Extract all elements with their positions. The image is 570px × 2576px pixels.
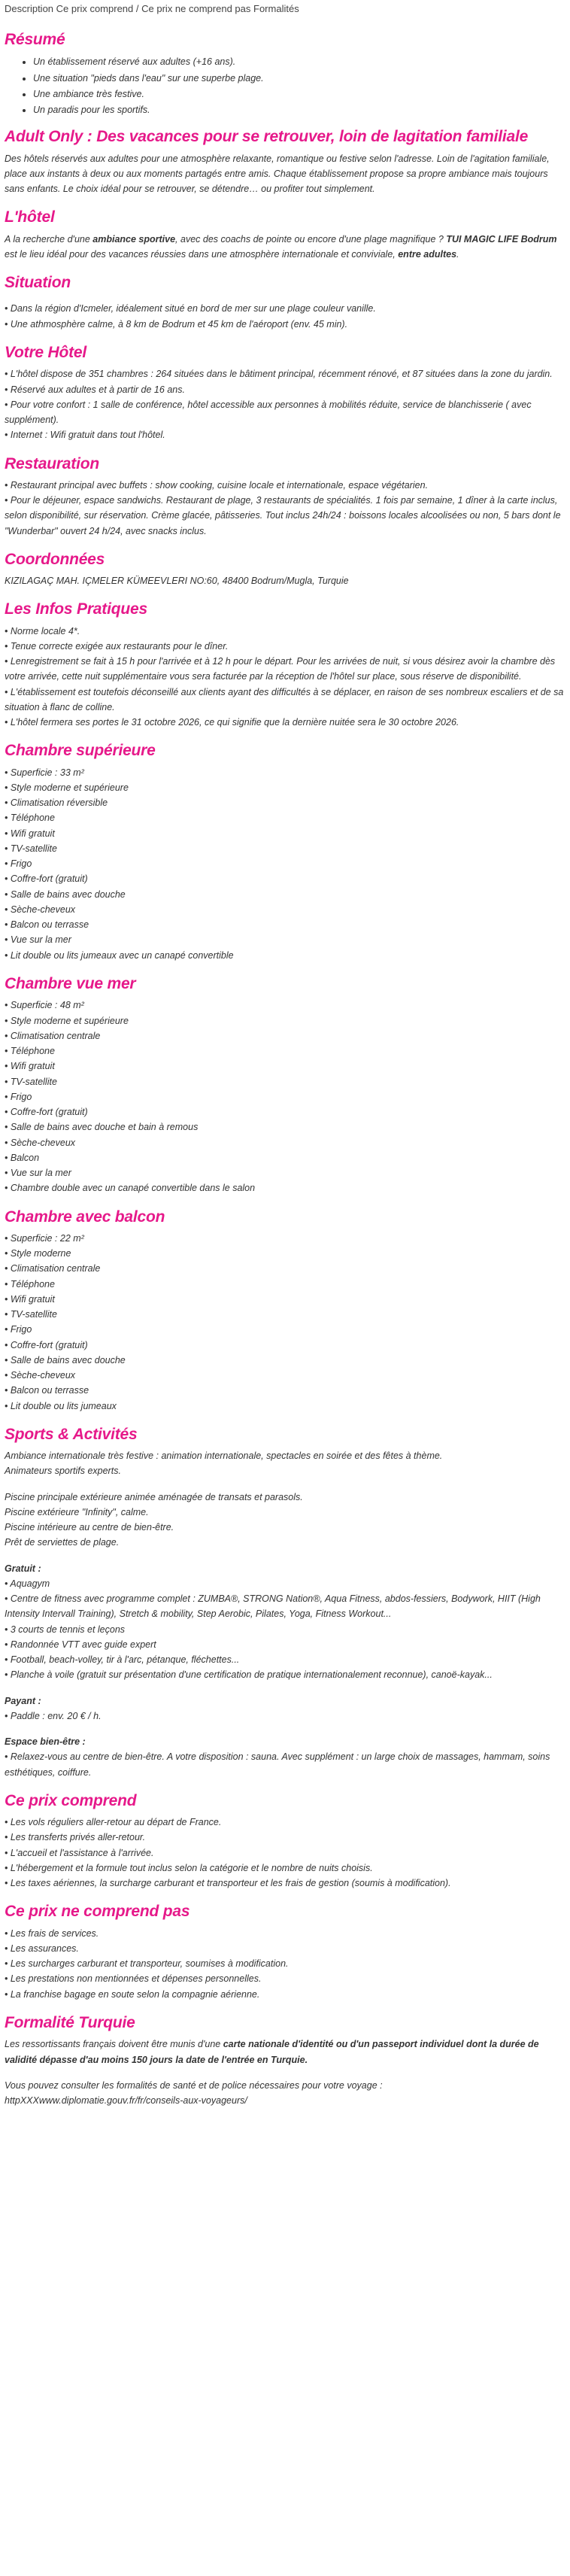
list-item: • Frigo xyxy=(5,856,565,871)
tab-ce-prix-comprend[interactable]: Ce prix comprend xyxy=(56,3,134,14)
section-title-situation: Situation xyxy=(5,274,71,292)
list-item: • Téléphone xyxy=(5,810,565,825)
sports-content xyxy=(5,1448,565,1780)
restauration-list xyxy=(5,478,565,539)
list-item: • Un paradis pour les sportifs. xyxy=(33,102,565,117)
tab-description[interactable]: Description xyxy=(5,3,54,14)
list-item: • Réservé aux adultes et à partir de 16 ans. xyxy=(5,382,565,397)
list-item: • TV-satellite xyxy=(5,841,565,856)
hotel-text-part: . xyxy=(456,248,459,260)
infos-list xyxy=(5,624,565,731)
list-item: • La franchise bagage en soute selon la compagnie aérienne. xyxy=(5,1987,565,2002)
list-item: • Les surcharges carburant et transporteur, soumises à modification. xyxy=(5,1956,565,1971)
list-item: • Les taxes aériennes, la surcharge carburant et transporteur et les frais de gestion (soumis à modification). xyxy=(5,1876,565,1891)
section-title-restauration: Restauration xyxy=(5,454,99,472)
list-item: • Norme locale 4*. xyxy=(5,624,565,639)
section-title-votre-hotel: Votre Hôtel xyxy=(5,343,87,361)
list-item: • Frigo xyxy=(5,1322,565,1337)
list-item: • Superficie : 48 m² xyxy=(5,998,565,1013)
list-item: • Wifi gratuit xyxy=(5,826,565,841)
list-item: • Football, beach-volley, tir à l'arc, pétanque, fléchettes... xyxy=(5,1652,565,1667)
list-item: • Wifi gratuit xyxy=(5,1059,565,1074)
list-item: • Lit double ou lits jumeaux xyxy=(5,1399,565,1414)
resume-list xyxy=(5,54,565,117)
list-item: • Les transferts privés aller-retour. xyxy=(5,1830,565,1845)
formalite-text: Les ressortissants français doivent être munis d'une carte nationale d'identité ou d'un passeport individuel dont la durée de validité dépasse d'au moins 150 jours la date de l'entrée en Turquie. xyxy=(5,2039,539,2065)
list-item: • 3 courts de tennis et leçons xyxy=(5,1622,565,1637)
hotel-text-part: A la recherche d'une xyxy=(5,233,93,245)
list-item: • Balcon ou terrasse xyxy=(5,917,565,932)
list-item: • Climatisation centrale xyxy=(5,1261,565,1276)
list-item: • Superficie : 33 m² xyxy=(5,765,565,780)
tab-separator: / xyxy=(135,3,139,14)
list-item: • Téléphone xyxy=(5,1043,565,1059)
list-item: • L'accueil et l'assistance à l'arrivée. xyxy=(5,1845,565,1861)
tab-formalites[interactable]: Formalités xyxy=(253,3,299,14)
list-item: • Restaurant principal avec buffets : show cooking, cuisine locale et internationale, espace végétarien. xyxy=(5,478,565,493)
list-item: • Les prestations non mentionnées et dépenses personnelles. xyxy=(5,1971,565,1986)
section-title-chambre-avec-balcon: Chambre avec balcon xyxy=(5,1208,165,1226)
chambre-vue-mer-list xyxy=(5,998,565,1195)
list-item: • TV-satellite xyxy=(5,1074,565,1089)
payant-label: Payant : xyxy=(5,1695,41,1706)
list-item: • Pour votre confort : 1 salle de conférence, hôtel accessible aux personnes à mobilités réduite, service de blanchisserie ( avec supplément). xyxy=(5,397,565,428)
list-item: • Coffre-fort (gratuit) xyxy=(5,871,565,886)
section-title-coordonnees: Coordonnées xyxy=(5,550,105,568)
list-item: • L'hôtel fermera ses portes le 31 octobre 2026, ce qui signifie que la dernière nuitée sera le 30 octobre 2026. xyxy=(5,715,565,730)
list-item: • Une athmosphère calme, à 8 km de Bodrum et 45 km de l'aéroport (env. 45 min). xyxy=(5,317,565,332)
list-item: • Tenue correcte exigée aux restaurants pour le dîner. xyxy=(5,639,565,654)
list-item: • L'établissement est toutefois déconseillé aux clients ayant des difficultés à se déplacer, en raison de ses nombreux escaliers et de sa situation à flanc de colline. xyxy=(5,685,565,715)
section-title-infos-pratiques: Les Infos Pratiques xyxy=(5,600,147,618)
formalite-content xyxy=(5,2037,565,2108)
list-item: • Frigo xyxy=(5,1089,565,1104)
list-item: • TV-satellite xyxy=(5,1307,565,1322)
section-title-ce-prix-comprend: Ce prix comprend xyxy=(5,1791,137,1809)
list-item: • Planche à voile (gratuit sur présentation d'une certification de pratique internationalement reconnue), canoë-kayak... xyxy=(5,1667,565,1682)
list-item: • L'hébergement et la formule tout inclus selon la catégorie et le nombre de nuits choisis. xyxy=(5,1861,565,1876)
list-item: • Coffre-fort (gratuit) xyxy=(5,1338,565,1353)
list-item: • Climatisation centrale xyxy=(5,1028,565,1043)
list-item: • Salle de bains avec douche xyxy=(5,887,565,902)
piscine-line: Prêt de serviettes de plage. xyxy=(5,1537,120,1548)
list-item: • Internet : Wifi gratuit dans tout l'hôtel. xyxy=(5,427,565,442)
list-item: • Pour le déjeuner, espace sandwichs. Restaurant de plage, 3 restaurants de spécialités. 1 fois par semaine, 1 dîner à la carte inclus, selon disponibilité, sur réservation. Crème glacée, pâtisseries. Tout inclus 24h/24 : boissons locales alcoolisées ou non, 5 bars dont le "Wunderbar" ouvert 24 h/24, avec snacks inclus. xyxy=(5,493,565,539)
tab-ce-prix-ne-comprend-pas[interactable]: Ce prix ne comprend pas xyxy=(141,3,251,14)
list-item: • Dans la région d'Icmeler, idéalement situé en bord de mer sur une plage couleur vanille. xyxy=(5,301,565,316)
list-item: • Salle de bains avec douche et bain à remous xyxy=(5,1119,565,1135)
list-item: • Lit double ou lits jumeaux avec un canapé convertible xyxy=(5,948,565,963)
list-item: • Chambre double avec un canapé convertible dans le salon xyxy=(5,1180,565,1195)
list-item: • Randonnée VTT avec guide expert xyxy=(5,1637,565,1652)
hotel-name: TUI MAGIC LIFE Bodrum xyxy=(446,233,557,245)
list-item: • Sèche-cheveux xyxy=(5,902,565,917)
section-title-sports-activites: Sports & Activités xyxy=(5,1425,138,1443)
votre-hotel-list xyxy=(5,366,565,442)
list-item: • Sèche-cheveux xyxy=(5,1368,565,1383)
formalite-text-bold: carte nationale d'identité ou d'un passeport individuel dont la durée de validité dépasse d'au moins 150 jours la date de l'entrée en Turquie. xyxy=(5,2039,539,2065)
sports-intro-line: Animateurs sportifs experts. xyxy=(5,1466,121,1477)
piscine-line: Piscine principale extérieure animée aménagée de transats et parasols. xyxy=(5,1491,303,1502)
bien-etre-label: Espace bien-être : xyxy=(5,1736,86,1748)
list-item: • Centre de fitness avec programme complet : ZUMBA®, STRONG Nation®, Aqua Fitness, abdos-fessiers, Bodywork, HIIT (High Intensity Intervall Training), Stretch & mobility, Step Aerobic, Pilates, Yoga, Fitness Workout... xyxy=(5,1591,565,1622)
list-item: • Paddle : env. 20 € / h. xyxy=(5,1709,565,1724)
list-item: • Style moderne xyxy=(5,1246,565,1261)
formalite-consult: Vous pouvez consulter les formalités de santé et de police nécessaires pour votre voyage : xyxy=(5,2079,383,2091)
list-item: • Les vols réguliers aller-retour au départ de France. xyxy=(5,1815,565,1830)
list-item: • Les frais de services. xyxy=(5,1926,565,1941)
section-title-formalite-turquie: Formalité Turquie xyxy=(5,2013,135,2031)
section-title-resume: Résumé xyxy=(5,31,65,49)
ce-prix-comprend-list xyxy=(5,1815,565,1891)
list-item: • Style moderne et supérieure xyxy=(5,1013,565,1028)
sports-intro-line: Ambiance internationale très festive : animation internationale, spectacles en soirée et des fêtes à thème. xyxy=(5,1451,443,1462)
section-title-ce-prix-ne-comprend-pas: Ce prix ne comprend pas xyxy=(5,1903,190,1921)
list-item: • Une ambiance très festive. xyxy=(33,87,565,102)
list-item: • Une situation "pieds dans l'eau" sur une superbe plage. xyxy=(33,71,565,86)
hotel-text-bold: entre adultes xyxy=(398,248,457,260)
chambre-superieure-list xyxy=(5,765,565,963)
hotel-text-part: , avec des coachs de pointe ou encore d'une plage magnifique ? xyxy=(175,233,447,245)
tab-bar xyxy=(5,0,565,17)
hotel-text xyxy=(5,232,565,263)
situation-list xyxy=(5,296,565,332)
hotel-text-part: est le lieu idéal pour des vacances réussies dans une atmosphère internationale et conviviale, xyxy=(5,248,399,260)
piscine-line: Piscine intérieure au centre de bien-être. xyxy=(5,1522,174,1533)
list-item: • Salle de bains avec douche xyxy=(5,1353,565,1368)
gratuit-label: Gratuit : xyxy=(5,1563,41,1574)
hotel-text-bold: ambiance sportive xyxy=(92,233,176,245)
list-item: • Téléphone xyxy=(5,1277,565,1292)
address: KIZILAGAÇ MAH. IÇMELER KÜMEEVLERI NO:60, 48400 Bodrum/Mugla, Turquie xyxy=(5,576,349,587)
list-item: • Balcon xyxy=(5,1150,565,1165)
ce-prix-ne-comprend-pas-list xyxy=(5,1926,565,2002)
list-item: • Sèche-cheveux xyxy=(5,1135,565,1150)
list-item: • Lenregistrement se fait à 15 h pour l'arrivée et à 12 h pour le départ. Pour les arrivées de nuit, si vous désirez avoir la chambre dès votre arrivée, cette nuit supplémentaire vous sera facturée par la réception de l'hôtel sur place, sous réserve de disponibilité. xyxy=(5,654,565,685)
list-item: • Relaxez-vous au centre de bien-être. A votre disposition : sauna. Avec supplément : un large choix de massages, hammam, soins esthétiques, coiffure. xyxy=(5,1749,565,1780)
section-title-adult-only: Adult Only : Des vacances pour se retrouver, loin de lagitation familiale xyxy=(5,128,529,146)
section-title-hotel: L'hôtel xyxy=(5,208,55,226)
formalite-link[interactable]: httpXXXwww.diplomatie.gouv.fr/fr/conseils-aux-voyageurs/ xyxy=(5,2095,247,2106)
list-item: • Un établissement réservé aux adultes (+16 ans). xyxy=(33,54,565,69)
list-item: • L'hôtel dispose de 351 chambres : 264 situées dans le bâtiment principal, récemment rénové, et 87 situées dans la zone du jardin. xyxy=(5,366,565,381)
list-item: • Vue sur la mer xyxy=(5,932,565,947)
list-item: • Style moderne et supérieure xyxy=(5,780,565,795)
list-item: • Vue sur la mer xyxy=(5,1165,565,1180)
list-item: • Les assurances. xyxy=(5,1941,565,1956)
list-item: • Aquagym xyxy=(5,1576,565,1591)
list-item: • Wifi gratuit xyxy=(5,1292,565,1307)
list-item: • Superficie : 22 m² xyxy=(5,1231,565,1246)
adult-only-text: Des hôtels réservés aux adultes pour une atmosphère relaxante, romantique ou festive selon l'adresse. Loin de l'agitation familiale, place aux instants à deux ou aux moments partagés entre amis. Chaque établissement propose sa propre ambiance mais toujours sans enfants. Le choix idéal pour se retrouver, se détendre… ou profiter tout simplement. xyxy=(5,153,550,195)
list-item: • Coffre-fort (gratuit) xyxy=(5,1104,565,1119)
chambre-avec-balcon-list xyxy=(5,1231,565,1414)
list-item: • Climatisation réversible xyxy=(5,795,565,810)
piscine-line: Piscine extérieure "Infinity", calme. xyxy=(5,1506,149,1517)
section-title-chambre-vue-mer: Chambre vue mer xyxy=(5,974,136,992)
section-title-chambre-superieure: Chambre supérieure xyxy=(5,742,156,760)
list-item: • Balcon ou terrasse xyxy=(5,1383,565,1398)
